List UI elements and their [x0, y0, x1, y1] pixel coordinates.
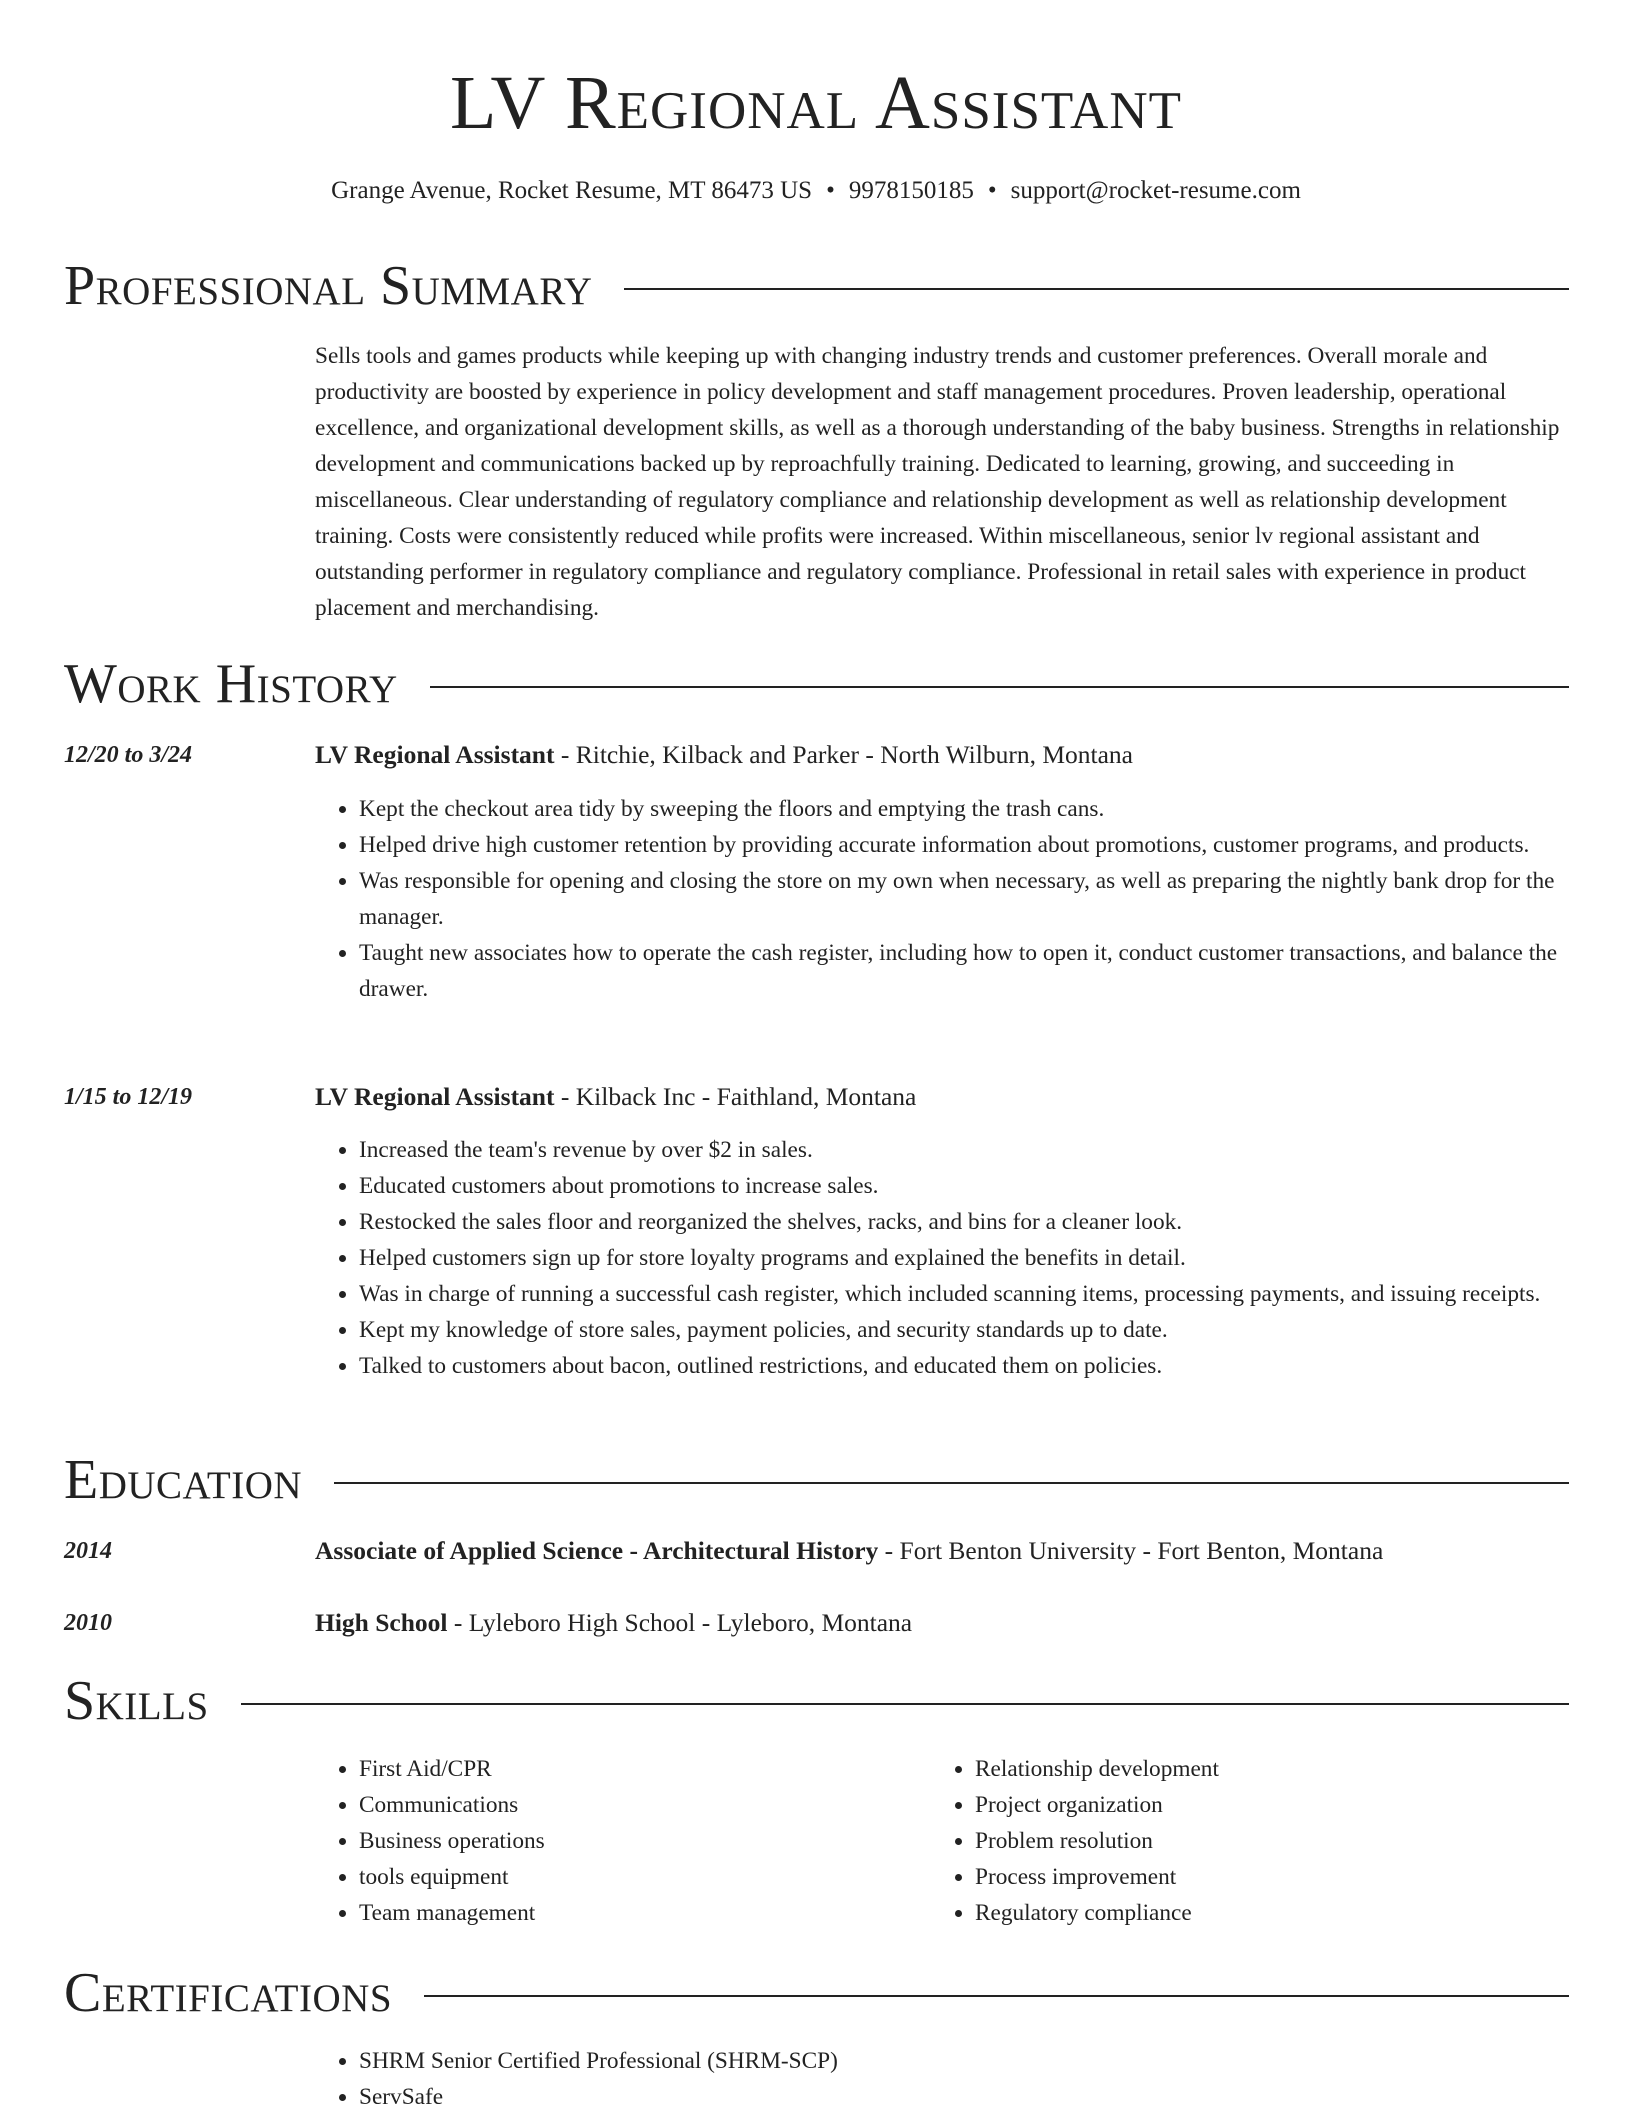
section-certifications: [64, 1960, 1569, 2026]
education-heading: [315, 1534, 1569, 1568]
education-degree: Associate of Applied Science - Architectural History: [315, 1536, 879, 1565]
job-bullet: • Increased the team's revenue by over $2 in sales.: [359, 1132, 1613, 1168]
skill-item: • Problem resolution: [975, 1823, 1575, 1859]
contact-separator: •: [987, 177, 997, 204]
education-year: 2014: [64, 1538, 112, 1564]
job-title: LV Regional Assistant: [315, 1082, 555, 1111]
job-bullet: • Taught new associates how to operate the cash register, including how to open it, conduct customer transactions, and balance the drawer.: [359, 935, 1613, 1007]
skill-item: • Relationship development: [975, 1751, 1575, 1787]
skill-item: • tools equipment: [359, 1859, 919, 1895]
job-title: LV Regional Assistant: [315, 740, 555, 769]
resume-name: LV Regional Assistant: [450, 61, 1182, 145]
section-divider: [334, 1482, 1569, 1484]
job-bullet: • Restocked the sales floor and reorganized the shelves, racks, and bins for a cleaner look.: [359, 1204, 1613, 1240]
contact-email: support@rocket-resume.com: [1010, 177, 1301, 204]
section-divider: [624, 288, 1569, 290]
section-title: Skills: [64, 1670, 209, 1732]
section-title: Work History: [64, 653, 398, 715]
section-title: Education: [64, 1449, 303, 1511]
section-divider: [241, 1703, 1569, 1705]
job-heading: [315, 738, 1569, 772]
certifications-list: [315, 2043, 1613, 2115]
job-bullet: • Educated customers about promotions to increase sales.: [359, 1168, 1613, 1204]
certification-item: • ServSafe: [359, 2079, 1613, 2115]
skill-item: • First Aid/CPR: [359, 1751, 919, 1787]
job-bullet: • Talked to customers about bacon, outlined restrictions, and educated them on policies.: [359, 1348, 1613, 1384]
job-bullet: • Helped drive high customer retention by providing accurate information about promotions, customer programs, and products.: [359, 827, 1613, 863]
section-divider: [424, 1995, 1569, 1997]
section-professional-summary: [64, 253, 1569, 319]
section-title: Professional Summary: [64, 255, 593, 317]
education-heading: [315, 1606, 1569, 1640]
section-education: [64, 1447, 1569, 1513]
education-degree: High School: [315, 1608, 448, 1637]
section-skills: [64, 1668, 1569, 1734]
contact-separator: •: [826, 177, 835, 204]
job-bullet: • Helped customers sign up for store loyalty programs and explained the benefits in detail.: [359, 1240, 1613, 1276]
job-bullet: • Was in charge of running a successful cash register, which included scanning items, processing payments, and issuing receipts.: [359, 1276, 1613, 1312]
section-divider: [430, 686, 1569, 688]
job-employer: - Ritchie, Kilback and Parker - North Wilburn, Montana: [554, 740, 1133, 769]
contact-phone: 9978150185: [848, 177, 974, 204]
education-school: - Lyleboro High School - Lyleboro, Montana: [447, 1608, 913, 1637]
skill-item: • Team management: [359, 1895, 919, 1931]
job-bullets: [315, 791, 1613, 1007]
contact-address: Grange Avenue, Rocket Resume, MT 86473 US: [331, 177, 813, 204]
job-employer: - Kilback Inc - Faithland, Montana: [554, 1082, 917, 1111]
skill-item: • Business operations: [359, 1823, 919, 1859]
job-dates: 1/15 to 12/19: [64, 1084, 193, 1110]
skill-item: • Project organization: [975, 1787, 1575, 1823]
skill-item: • Process improvement: [975, 1859, 1575, 1895]
skills-list-left: [315, 1751, 919, 1931]
job-bullet: • Kept my knowledge of store sales, payment policies, and security standards up to date.: [359, 1312, 1613, 1348]
skill-item: • Communications: [359, 1787, 919, 1823]
job-bullet: • Was responsible for opening and closing the store on my own when necessary, as well as preparing the nightly bank drop for the manager.: [359, 863, 1613, 935]
job-bullets: [315, 1132, 1613, 1384]
certification-item: • SHRM Senior Certified Professional (SHRM-SCP): [359, 2043, 1613, 2079]
job-heading: [315, 1080, 1569, 1114]
skill-item: • Regulatory compliance: [975, 1895, 1575, 1931]
summary-text: Sells tools and games products while keeping up with changing industry trends and customer preferences. Overall morale and productivity are boosted by experience in policy development and staff management procedures. Proven leadership, operational excellence, and organizational development skills, as well as a thorough understanding of the baby business. Strengths in relationship development and communications backed up by reproachfully training. Dedicated to learning, growing, and succeeding in miscellaneous. Clear understanding of regulatory compliance and relationship development as well as relationship development training. Costs were consistently reduced while profits were increased. Within miscellaneous, senior lv regional assistant and outstanding performer in regulatory compliance and regulatory compliance. Professional in retail sales with experience in product placement and merchandising.: [315, 343, 1560, 621]
contact-line: [0, 174, 1632, 208]
education-year: 2010: [64, 1610, 112, 1636]
job-dates: 12/20 to 3/24: [64, 742, 193, 768]
education-school: - Fort Benton University - Fort Benton, Montana: [878, 1536, 1384, 1565]
section-title: Certifications: [64, 1962, 393, 2024]
section-work-history: [64, 651, 1569, 717]
skills-list-right: [931, 1751, 1575, 1931]
job-bullet: • Kept the checkout area tidy by sweeping the floors and emptying the trash cans.: [359, 791, 1613, 827]
